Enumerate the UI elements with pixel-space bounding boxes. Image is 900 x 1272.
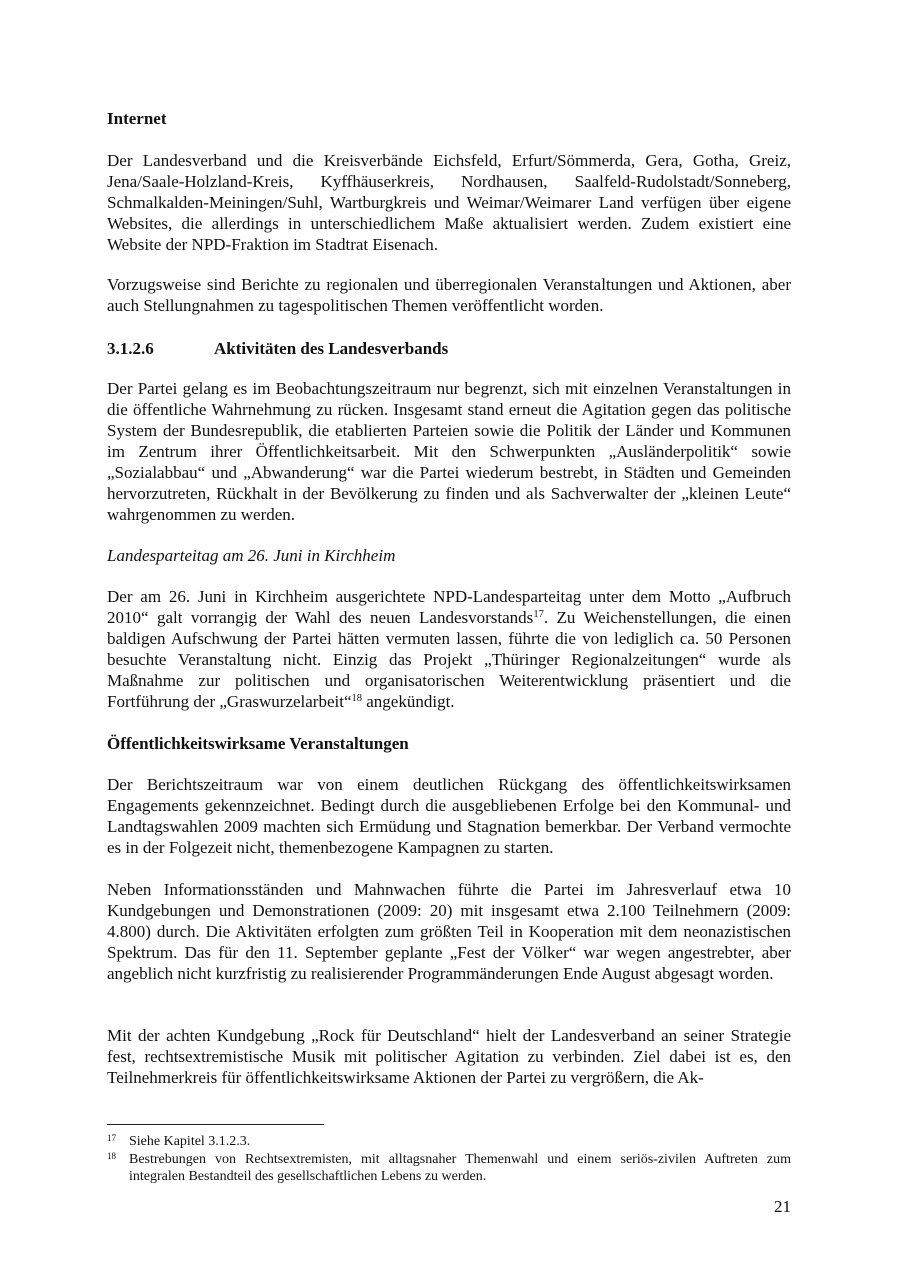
paragraph-party-congress-text-1: Der am 26. Juni in Kirchheim ausgerichtete NPD-Landesparteitag unter dem Motto „Aufbruch 2010“ galt vorrangig der Wahl des neuen Landesvorstands [107,587,791,627]
footnote-ref-18[interactable]: 18 [351,693,363,704]
paragraph-activities: Der Partei gelang es im Beobachtungszeitraum nur begrenzt, sich mit einzelnen Veranstaltungen in die öffentliche Wahrnehmung zu rücken. Insgesamt stand erneut die Agitation gegen das politische System der Bundesrepublik, die etablierten Parteien sowie die Politik der Länder und Kommunen im Zentrum ihrer Öffentlichkeitsarbeit. Mit den Schwerpunkten „Ausländerpolitik“ sowie „Sozialabbau“ und „Abwanderung“ war die Partei wiederum bestrebt, in Städten und Gemeinden hervorzutreten, Rückhalt in der Bevölkerung zu finden und als Sachverwalter der „kleinen Leute“ wahrgenommen zu werden. [107,379,791,524]
paragraph-rock-concert: Mit der achten Kundgebung „Rock für Deutschland“ hielt der Landesverband an seiner Strategie fest, rechtsextremistische Musik mit politischer Agitation zu verbinden. Ziel dabei ist es, den Teilnehmerkreis für öffentlichkeitswirksame Aktionen der Partei zu vergrößern, die Ak- [107,1026,791,1087]
footnote-17 [107,1133,791,1150]
paragraph-websites: Der Landesverband und die Kreisverbände Eichsfeld, Erfurt/Sömmerda, Gera, Gotha, Greiz, Jena/Saale-Holzland-Kreis, Kyffhäuserkreis, Nordhausen, Saalfeld-Rudolstadt/Sonneberg, Schmalkalden-Meiningen/Suhl, Wartburgkreis und Weimar/Weimarer Land verfügen über eigene Websites, die allerdings in unterschiedlichem Maße aktualisiert werden. Zudem existiert eine Website der NPD-Fraktion im Stadtrat Eisenach. [107,151,791,254]
paragraph-party-congress-text-3: angekündigt. [362,692,455,711]
footnote-marker: 18 [107,1151,116,1161]
page-number: 21 [774,1197,791,1216]
italic-heading-party-congress: Landesparteitag am 26. Juni in Kirchheim [107,546,396,565]
section-title: Aktivitäten des Landesverbands [214,339,449,358]
heading-public-events: Öffentlichkeitswirksame Veranstaltungen [107,734,409,753]
paragraph-rallies: Neben Informationsständen und Mahnwachen führte die Partei im Jahresverlauf etwa 10 Kundgebungen und Demonstrationen (2009: 20) mit insgesamt etwa 2.100 Teilnehmern (2009: 4.800) durch. Die Aktivitäten erfolgten zum größten Teil in Kooperation mit dem neonazistischen Spektrum. Das für den 11. September geplante „Fest der Völker“ war wegen angestrebter, aber angeblich nicht kurzfristig zu realisierender Programmänderungen Ende August abgesagt worden. [107,880,791,983]
footnote-separator [107,1124,324,1125]
footnote-marker: 17 [107,1133,116,1143]
heading-internet: Internet [107,109,167,128]
paragraph-party-congress [107,586,791,712]
footnote-ref-17[interactable]: 17 [533,609,544,620]
footnote-text: Bestrebungen von Rechtsextremisten, mit alltagsnaher Themenwahl und einem seriös-zivilen Auftreten zum integralen Bestandteil des gesellschaftlichen Lebens zu werden. [129,1152,791,1184]
paragraph-party-congress-text-2: . Zu Weichenstellungen, die einen baldigen Aufschwung der Partei hätten vermuten lassen, führte die von lediglich ca. 50 Personen besuchte Veranstaltung nicht. Einzig das Projekt „Thüringer Regionalzeitungen“ wurde als Maßnahme zur politischen und organisatorischen Weiterentwicklung präsentiert und die Fortführung der „Graswurzelarbeit“ [107,608,791,711]
footnote-18 [107,1151,791,1185]
section-heading [107,338,791,359]
paragraph-decline: Der Berichtszeitraum war von einem deutlichen Rückgang des öffentlichkeitswirksamen Engagements gekennzeichnet. Bedingt durch die ausgebliebenen Erfolge bei den Kommunal- und Landtagswahlen 2009 machten sich Ermüdung und Stagnation bemerkbar. Der Verband vermochte es in der Folgezeit nicht, themenbezogene Kampagnen zu starten. [107,775,791,857]
section-number: 3.1.2.6 [107,339,154,358]
paragraph-reports: Vorzugsweise sind Berichte zu regionalen und überregionalen Veranstaltungen und Aktionen, aber auch Stellungnahmen zu tagespolitischen Themen veröffentlicht worden. [107,275,791,315]
footnote-text: Siehe Kapitel 3.1.2.3. [129,1134,251,1149]
document-page [107,0,791,1272]
